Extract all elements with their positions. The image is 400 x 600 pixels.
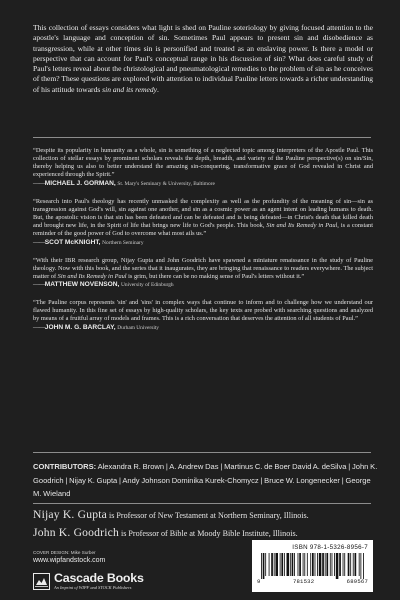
barcode-stripe	[319, 553, 322, 576]
endorsements	[33, 147, 373, 342]
barcode-stripe	[350, 553, 351, 576]
barcode-stripe	[332, 553, 333, 576]
barcode-stripe	[298, 553, 299, 576]
contributors	[33, 460, 378, 501]
barcode-stripe	[261, 553, 262, 579]
cover-design-credit: COVER DESIGN: Mike Surber	[33, 550, 96, 555]
endorsement-attribution: ——MICHAEL J. GORMAN, St. Mary's Seminary & University, Baltimore	[33, 179, 215, 187]
barcode-stripe	[271, 553, 273, 576]
barcode-stripe	[330, 553, 331, 576]
barcode-stripe	[281, 553, 283, 576]
barcode-stripe	[304, 553, 305, 576]
divider-middle	[33, 452, 371, 453]
divider-bottom	[33, 503, 371, 504]
endorsement-text: “Despite its popularity in humanity as a whole, sin is something of a neglected topic among interpreters of the Apostle Paul. This collection of stellar essays by prominent scholars reveals the depth, breadth, and variety of the Pauline perspective(s) on sin/Sin, thereby helping us also to better understand the amazing sin-conquering, transformative grace of God revealed in Christ and experienced through the Spirit.”	[33, 147, 373, 179]
endorsement-barclay	[33, 299, 373, 332]
publisher-name: Cascade Books	[54, 570, 144, 585]
barcode-stripe	[307, 553, 308, 576]
barcode-stripe	[275, 553, 278, 576]
endorsement-attribution: ——JOHN M. G. BARCLAY, Durham University	[33, 323, 160, 331]
publisher-logo-block	[33, 568, 161, 594]
barcode-digits: 9 781532 689567	[257, 578, 368, 585]
barcode-bars	[257, 553, 368, 579]
barcode-stripe	[303, 553, 304, 576]
barcode-stripe	[325, 553, 326, 576]
endorsement-attribution: ——MATTHEW NOVENSON, University of Edinburgh	[33, 281, 174, 289]
barcode-stripe	[292, 553, 294, 576]
barcode-stripe	[322, 553, 324, 576]
book-description	[33, 23, 373, 95]
barcode-stripe	[355, 553, 357, 576]
barcode-stripe	[274, 553, 275, 576]
description-text: This collection of essays considers what light is shed on Pauline soteriology by giving focused attention to the apostle's language and conception of sin. Sometimes Paul appears to present sin and disobedience as transgression, while at other times sin is personified and treated as an enslaving power. Is there a model or perspective that can account for Paul's conceptual range in his discussion of sin? What does careful study of Paul's letters reveal about the christological and pneumatological remedies to the problem of sin as he conceives of them? These questions are explored with attention to individual Pauline letters towards a richer understanding of his attitude towards	[33, 23, 374, 94]
contributors-label: CONTRIBUTORS:	[33, 462, 97, 471]
barcode-stripe	[312, 553, 314, 576]
description-end: .	[157, 84, 159, 94]
barcode-stripe	[336, 553, 339, 579]
endorsement-text: “With their IBR research group, Nijay Gupta and John Goodrich have spawned a miniature renaissance in the study of Pauline theology. Now with this book, and the series that it inaugurates, they are bringing that renaissance to readers everywhere. The subject matter of Sin and Its Remedy in Paul is grim, but there can be no making sense of Paul's letters without it.”	[33, 256, 373, 280]
endorsement-gorman	[33, 147, 373, 188]
contributors-names: Alexandra R. Brown | A. Andrew Das | Martinus C. de Boer David A. deSilva | John K. Goodrich | Nijay K. Gupta | Andy Johnson Dominika Kurek-Chomycz | Bruce W. Longenecker | George M. Wieland	[33, 462, 378, 499]
endorsement-mcknight	[33, 198, 373, 247]
isbn-barcode	[252, 540, 373, 592]
barcode-stripe	[360, 553, 361, 579]
barcode-stripe	[299, 553, 301, 576]
barcode-stripe	[348, 553, 350, 576]
barcode-stripe	[363, 553, 364, 579]
endorsement-attribution: ——SCOT McKNIGHT, Northern Seminary	[33, 238, 144, 246]
cascade-logo-icon	[33, 573, 50, 590]
publisher-tagline: An Imprint of WIPF and STOCK Publishers	[54, 584, 132, 590]
barcode-stripe	[287, 553, 290, 576]
barcode-stripe	[290, 553, 291, 576]
barcode-stripe	[353, 553, 354, 576]
editor-name: John K. Goodrich	[33, 526, 119, 539]
barcode-stripe	[280, 553, 281, 576]
barcode-stripe	[284, 553, 285, 576]
editor-name: Nijay K. Gupta	[33, 508, 107, 521]
barcode-stripe	[294, 553, 295, 576]
editor-role: is Professor of New Testament at Northern Seminary, Illinois.	[106, 511, 309, 520]
endorsement-text: “The Pauline corpus represents 'sin' and 'sins' in complex ways that continue to inform and to challenge how we understand our flawed humanity. In this fine set of essays by high-quality scholars, the key texts are probed with searching questions and analyzed by means of a fruitful array of models and frames. This is a rich conversation that deserves the attention of all students of Paul.”	[33, 299, 373, 323]
barcode-stripe	[317, 553, 318, 576]
barcode-stripe	[343, 553, 344, 576]
publisher-website: www.wipfandstock.com	[33, 557, 106, 564]
barcode-stripe	[344, 553, 345, 576]
isbn-label: ISBN 978-1-5326-8956-7	[292, 544, 368, 551]
barcode-stripe	[334, 553, 335, 576]
barcode-stripe	[310, 553, 311, 576]
barcode-stripe	[326, 553, 328, 576]
barcode-stripe	[339, 553, 341, 576]
barcode-stripe	[359, 553, 360, 576]
editor-bio-goodrich	[33, 527, 378, 539]
description-italic: sin and its remedy	[102, 84, 158, 94]
endorsement-text: “Research into Paul's theology has recently unmasked the complexity as well as the profundity of the meaning of sin—sin as transgression against God's will, sin against one another, and sin as a cosmic power as an agent intent on leading humans to death. But, the apostolic vision is that sin has been defeated and can be defeated and is being defeated—in Christ's death that killed death and brought new life, in the Spirit of life that brings new life to God's people. This book, Sin and Its Remedy in Paul, is a constant reminder of the good power of God to overcome what most ails us.”	[33, 197, 373, 238]
barcode-stripe	[263, 553, 265, 579]
barcode-stripe	[269, 553, 270, 576]
barcode-stripe	[315, 553, 316, 576]
barcode-stripe	[265, 553, 266, 576]
editor-role: is Professor of Bible at Moody Bible Institute, Illinois.	[118, 529, 298, 538]
divider-top	[33, 137, 371, 138]
endorsement-novenson	[33, 257, 373, 290]
editor-bio-gupta	[33, 509, 378, 521]
